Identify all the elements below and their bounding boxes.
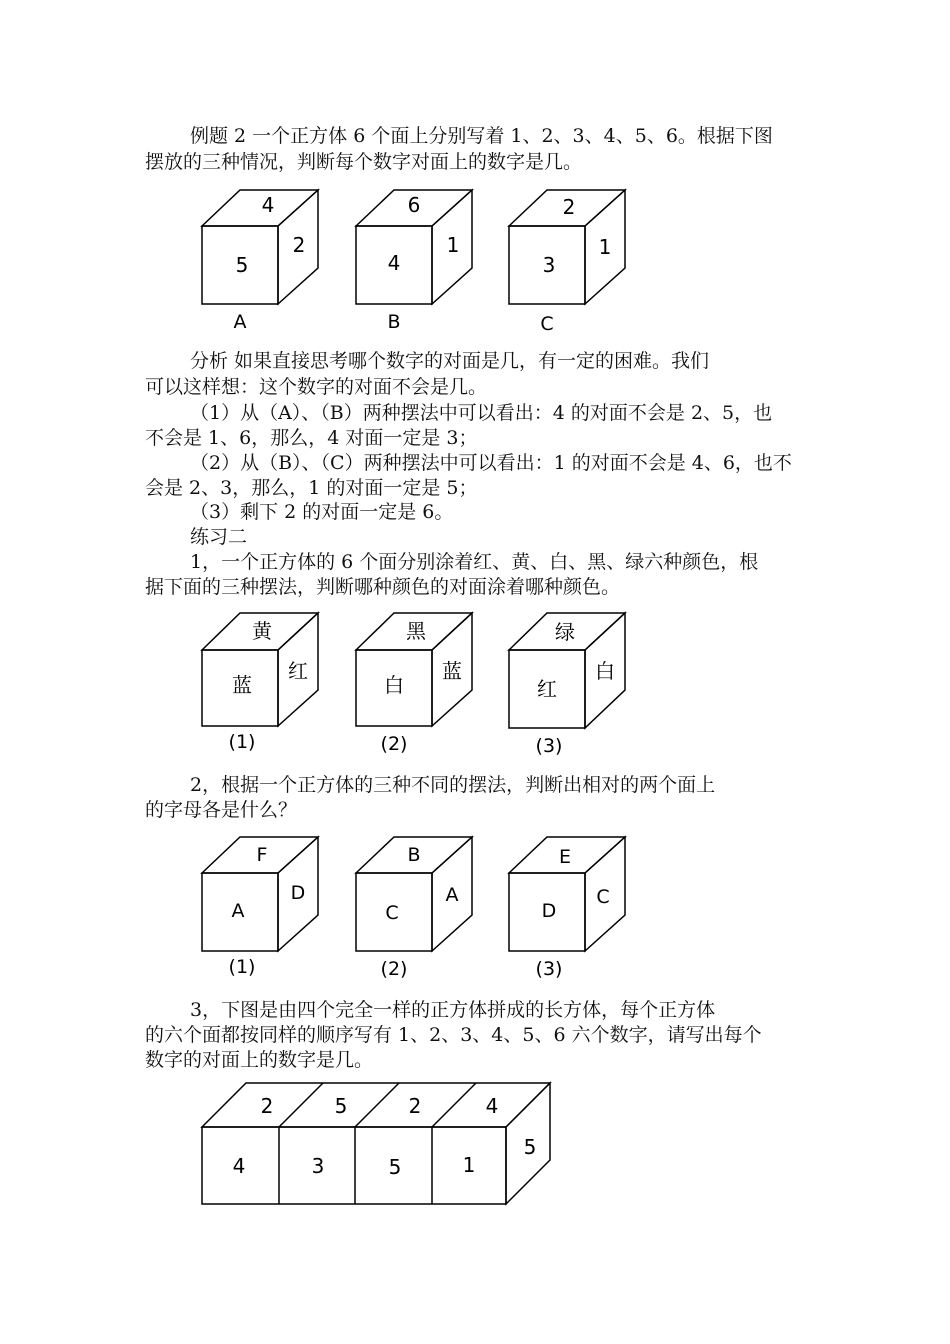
- analysis-p2b: 会是 2、3，那么，1 的对面一定是 5；: [145, 477, 478, 499]
- cube-row-q1: [195, 610, 665, 760]
- q3-front-label-4: 1: [462, 1153, 476, 1177]
- practice-q1-line2: 据下面的三种摆法，判断哪种颜色的对面涂着哪种颜色。: [145, 576, 621, 598]
- cube-row-example2: [195, 188, 665, 338]
- practice-title: 练习二: [190, 526, 248, 548]
- cube-c: [509, 190, 625, 335]
- q3-side-label: 5: [523, 1135, 537, 1159]
- q1-cube-2-caption: (2): [380, 733, 408, 755]
- q2-figure: [195, 835, 665, 989]
- analysis-p2a: （2）从（B）、（C）两种摆法中可以看出：1 的对面不会是 4、6，也不: [190, 452, 792, 474]
- q3-top-label-4: 4: [485, 1094, 499, 1118]
- cube-b-caption: B: [387, 311, 401, 333]
- example2-figure: [195, 188, 665, 342]
- analysis-line1: 分析 如果直接思考哪个数字的对面是几，有一定的困难。我们: [190, 350, 710, 372]
- practice-q3-line1: 3，下图是由四个完全一样的正方体拼成的长方体，每个正方体: [190, 999, 716, 1021]
- q2-cube-3-front-label: D: [541, 900, 557, 922]
- q3-top-label-3: 2: [408, 1094, 422, 1118]
- cube-a-front-label: 5: [235, 253, 249, 277]
- q2-cube-2-front-label: C: [385, 902, 399, 924]
- cube-a-top-label: 4: [261, 193, 275, 217]
- q1-cube-2-side-label: 蓝: [442, 659, 462, 683]
- q3-front-label-2: 3: [311, 1154, 325, 1178]
- q1-cube-3-caption: (3): [535, 735, 563, 757]
- cuboid-q3: [195, 1080, 565, 1212]
- example2-line2: 摆放的三种情况，判断每个数字对面上的数字是几。: [145, 151, 583, 173]
- analysis-p1a: （1）从（A）、（B）两种摆法中可以看出：4 的对面不会是 2、5，也: [190, 402, 773, 424]
- q3-front-label-3: 5: [388, 1155, 402, 1179]
- q3-top-label-1: 2: [260, 1094, 274, 1118]
- q2-cube-2-top-label: B: [407, 844, 421, 866]
- cube-c-caption: C: [540, 313, 554, 335]
- q2-cube-3: [509, 837, 625, 980]
- practice-q3-line2: 的六个面都按同样的顺序写有 1、2、3、4、5、6 六个数字，请写出每个: [145, 1024, 762, 1046]
- cube-a: [202, 190, 318, 333]
- q1-cube-1-front-label: 蓝: [232, 673, 252, 697]
- practice-q2-line1: 2，根据一个正方体的三种不同的摆法，判断出相对的两个面上: [190, 774, 716, 796]
- cube-a-caption: A: [233, 311, 247, 333]
- q1-cube-1-caption: (1): [228, 731, 256, 753]
- cube-c-top-label: 2: [562, 195, 576, 219]
- q2-cube-1: [202, 837, 318, 978]
- q1-figure: [195, 610, 665, 764]
- q2-cube-3-side-label: C: [596, 886, 610, 908]
- q3-front-label-1: 4: [232, 1154, 246, 1178]
- analysis-p3: （3）剩下 2 的对面一定是 6。: [190, 501, 454, 523]
- q2-cube-1-top-label: F: [256, 844, 268, 866]
- q1-cube-3-top-label: 绿: [555, 620, 575, 644]
- q2-cube-1-front-label: A: [231, 900, 245, 922]
- practice-q2-line2: 的字母各是什么？: [145, 799, 298, 821]
- practice-q3-line3: 数字的对面上的数字是几。: [145, 1049, 374, 1071]
- q2-cube-3-top-label: E: [558, 846, 572, 868]
- cube-c-side-label: 1: [598, 235, 612, 259]
- cube-b-front-label: 4: [387, 251, 401, 275]
- q2-cube-1-caption: (1): [228, 956, 256, 978]
- q1-cube-2-front-label: 白: [384, 673, 404, 697]
- q1-cube-2-top-label: 黑: [406, 619, 426, 643]
- q1-cube-3-front-label: 红: [537, 677, 557, 701]
- q1-cube-1-side-label: 红: [288, 659, 308, 683]
- q2-cube-2-caption: (2): [380, 958, 408, 980]
- cube-a-side-label: 2: [292, 233, 306, 257]
- example2-line1: 例题 2 一个正方体 6 个面上分别写着 1、2、3、4、5、6。根据下图: [190, 125, 773, 147]
- q3-figure: [195, 1080, 565, 1216]
- q2-cube-2-side-label: A: [445, 884, 459, 906]
- q2-cube-2: [356, 837, 472, 980]
- q3-top-label-2: 5: [334, 1094, 348, 1118]
- practice-q1-line1: 1，一个正方体的 6 个面分别涂着红、黄、白、黑、绿六种颜色，根: [190, 551, 759, 573]
- cube-b-top-label: 6: [407, 193, 421, 217]
- cube-row-q2: [195, 835, 665, 985]
- cube-c-front-label: 3: [542, 253, 556, 277]
- q1-cube-3: [509, 613, 625, 757]
- q1-cube-3-side-label: 白: [595, 659, 615, 683]
- cube-b: [356, 190, 472, 333]
- cube-b-side-label: 1: [446, 233, 460, 257]
- analysis-line2: 可以这样想：这个数字的对面不会是几。: [145, 376, 488, 398]
- q1-cube-1: [202, 613, 318, 753]
- q1-cube-2: [356, 613, 472, 755]
- q1-cube-1-top-label: 黄: [252, 619, 272, 643]
- analysis-p1b: 不会是 1、6，那么，4 对面一定是 3；: [145, 427, 478, 449]
- q2-cube-1-side-label: D: [290, 882, 306, 904]
- q2-cube-3-caption: (3): [535, 958, 563, 980]
